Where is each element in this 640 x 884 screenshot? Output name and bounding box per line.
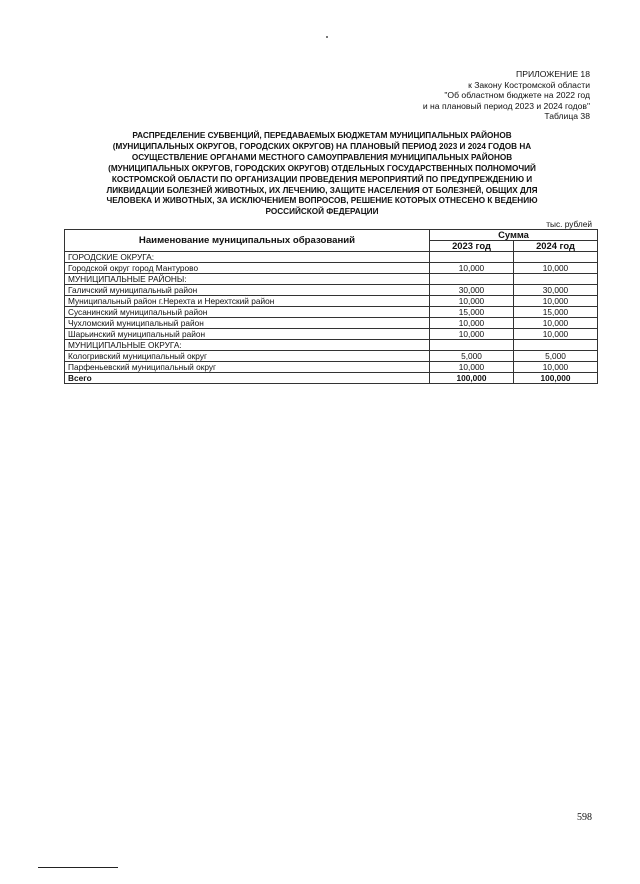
- col-header-2023: 2023 год: [430, 241, 514, 252]
- row-2024: 15,000: [514, 307, 598, 318]
- row-2024: 30,000: [514, 285, 598, 296]
- title-line: ЧЕЛОВЕКА И ЖИВОТНЫХ, ЗА ИСКЛЮЧЕНИЕМ ВОПРОСОВ, РЕШЕНИЕ КОТОРЫХ ОТНЕСЕНО К ВЕДЕНИЮ: [106, 196, 538, 206]
- scan-speck: [326, 36, 328, 38]
- law-reference: к Закону Костромской области: [468, 79, 590, 90]
- title-line: ОСУЩЕСТВЛЕНИЕ ОРГАНАМИ МЕСТНОГО САМОУПРАВЛЕНИЯ МУНИЦИПАЛЬНЫХ РАЙОНОВ: [131, 152, 513, 162]
- law-title-1: "Об областном бюджете на 2022 год: [444, 90, 590, 101]
- row-2024: [514, 340, 598, 351]
- row-2024: 10,000: [514, 318, 598, 329]
- appendix-number: ПРИЛОЖЕНИЕ 18: [516, 69, 590, 79]
- total-2024: 100,000: [514, 373, 598, 384]
- table-row: [65, 351, 598, 362]
- table-row: [65, 362, 598, 373]
- row-2023: 5,000: [430, 351, 514, 362]
- row-name: МУНИЦИПАЛЬНЫЕ ОКРУГА:: [65, 340, 430, 351]
- title-line: РОССИЙСКОЙ ФЕДЕРАЦИИ: [265, 207, 379, 217]
- law-title-2: и на плановый период 2023 и 2024 годов": [422, 100, 590, 111]
- col-header-name: Наименование муниципальных образований: [65, 230, 430, 252]
- row-2023: [430, 252, 514, 263]
- row-name: Чухломский муниципальный район: [65, 318, 430, 329]
- row-2024: [514, 274, 598, 285]
- table-row: [65, 263, 598, 274]
- row-name: Шарьинский муниципальный район: [65, 329, 430, 340]
- table-row: [65, 318, 598, 329]
- title-line: КОСТРОМСКОЙ ОБЛАСТИ ПО ОРГАНИЗАЦИИ ПРОВЕДЕНИЯ МЕРОПРИЯТИЙ ПО ПРЕДУПРЕЖДЕНИЮ И: [111, 174, 533, 184]
- subsidy-table: [64, 229, 598, 384]
- row-2023: 10,000: [430, 329, 514, 340]
- row-2024: [514, 252, 598, 263]
- row-2024: 10,000: [514, 362, 598, 373]
- title-line: ЛИКВИДАЦИИ БОЛЕЗНЕЙ ЖИВОТНЫХ, ИХ ЛЕЧЕНИЮ, ЗАЩИТЕ НАСЕЛЕНИЯ ОТ БОЛЕЗНЕЙ, ОБЩИХ ДЛЯ: [106, 185, 538, 195]
- table-row: [65, 252, 598, 263]
- row-2023: [430, 340, 514, 351]
- row-2023: 10,000: [430, 362, 514, 373]
- row-2024: 10,000: [514, 296, 598, 307]
- table-row: [65, 296, 598, 307]
- table-row: [65, 329, 598, 340]
- table-row: [65, 340, 598, 351]
- table-row: [65, 285, 598, 296]
- row-2023: [430, 274, 514, 285]
- row-name: МУНИЦИПАЛЬНЫЕ РАЙОНЫ:: [65, 274, 430, 285]
- col-header-sum: Сумма: [430, 230, 598, 241]
- row-2023: 10,000: [430, 296, 514, 307]
- row-2023: 30,000: [430, 285, 514, 296]
- row-name: Парфеньевский муниципальный округ: [65, 362, 430, 373]
- units-label: тыс. рублей: [546, 219, 592, 229]
- table-number: Таблица 38: [544, 111, 590, 122]
- total-2023: 100,000: [430, 373, 514, 384]
- row-2023: 15,000: [430, 307, 514, 318]
- row-name: Муниципальный район г.Нерехта и Нерехтский район: [65, 296, 430, 307]
- total-row: [65, 373, 598, 384]
- row-name: ГОРОДСКИЕ ОКРУГА:: [65, 252, 430, 263]
- row-2023: 10,000: [430, 263, 514, 274]
- table-row: [65, 274, 598, 285]
- document-title: [72, 131, 572, 218]
- row-name: Городской округ город Мантурово: [65, 263, 430, 274]
- title-line: (МУНИЦИПАЛЬНЫХ ОКРУГОВ, ГОРОДСКИХ ОКРУГОВ) ОТДЕЛЬНЫХ ГОСУДАРСТВЕННЫХ ПОЛНОМОЧИЙ: [108, 163, 536, 173]
- footnote-divider: [38, 867, 118, 868]
- total-label: Всего: [65, 373, 430, 384]
- title-line: РАСПРЕДЕЛЕНИЕ СУБВЕНЦИЙ, ПЕРЕДАВАЕМЫХ БЮДЖЕТАМ МУНИЦИПАЛЬНЫХ РАЙОНОВ: [132, 131, 512, 140]
- page-number: 598: [577, 812, 592, 823]
- col-header-2024: 2024 год: [514, 241, 598, 252]
- row-name: Кологривский муниципальный округ: [65, 351, 430, 362]
- row-name: Сусанинский муниципальный район: [65, 307, 430, 318]
- title-line: (МУНИЦИПАЛЬНЫХ ОКРУГОВ, ГОРОДСКИХ ОКРУГОВ) НА ПЛАНОВЫЙ ПЕРИОД 2023 И 2024 ГОДОВ НА: [112, 141, 532, 151]
- appendix-header: [423, 69, 590, 122]
- row-2024: 10,000: [514, 329, 598, 340]
- row-2024: 10,000: [514, 263, 598, 274]
- table-row: [65, 307, 598, 318]
- row-2024: 5,000: [514, 351, 598, 362]
- row-2023: 10,000: [430, 318, 514, 329]
- row-name: Галичский муниципальный район: [65, 285, 430, 296]
